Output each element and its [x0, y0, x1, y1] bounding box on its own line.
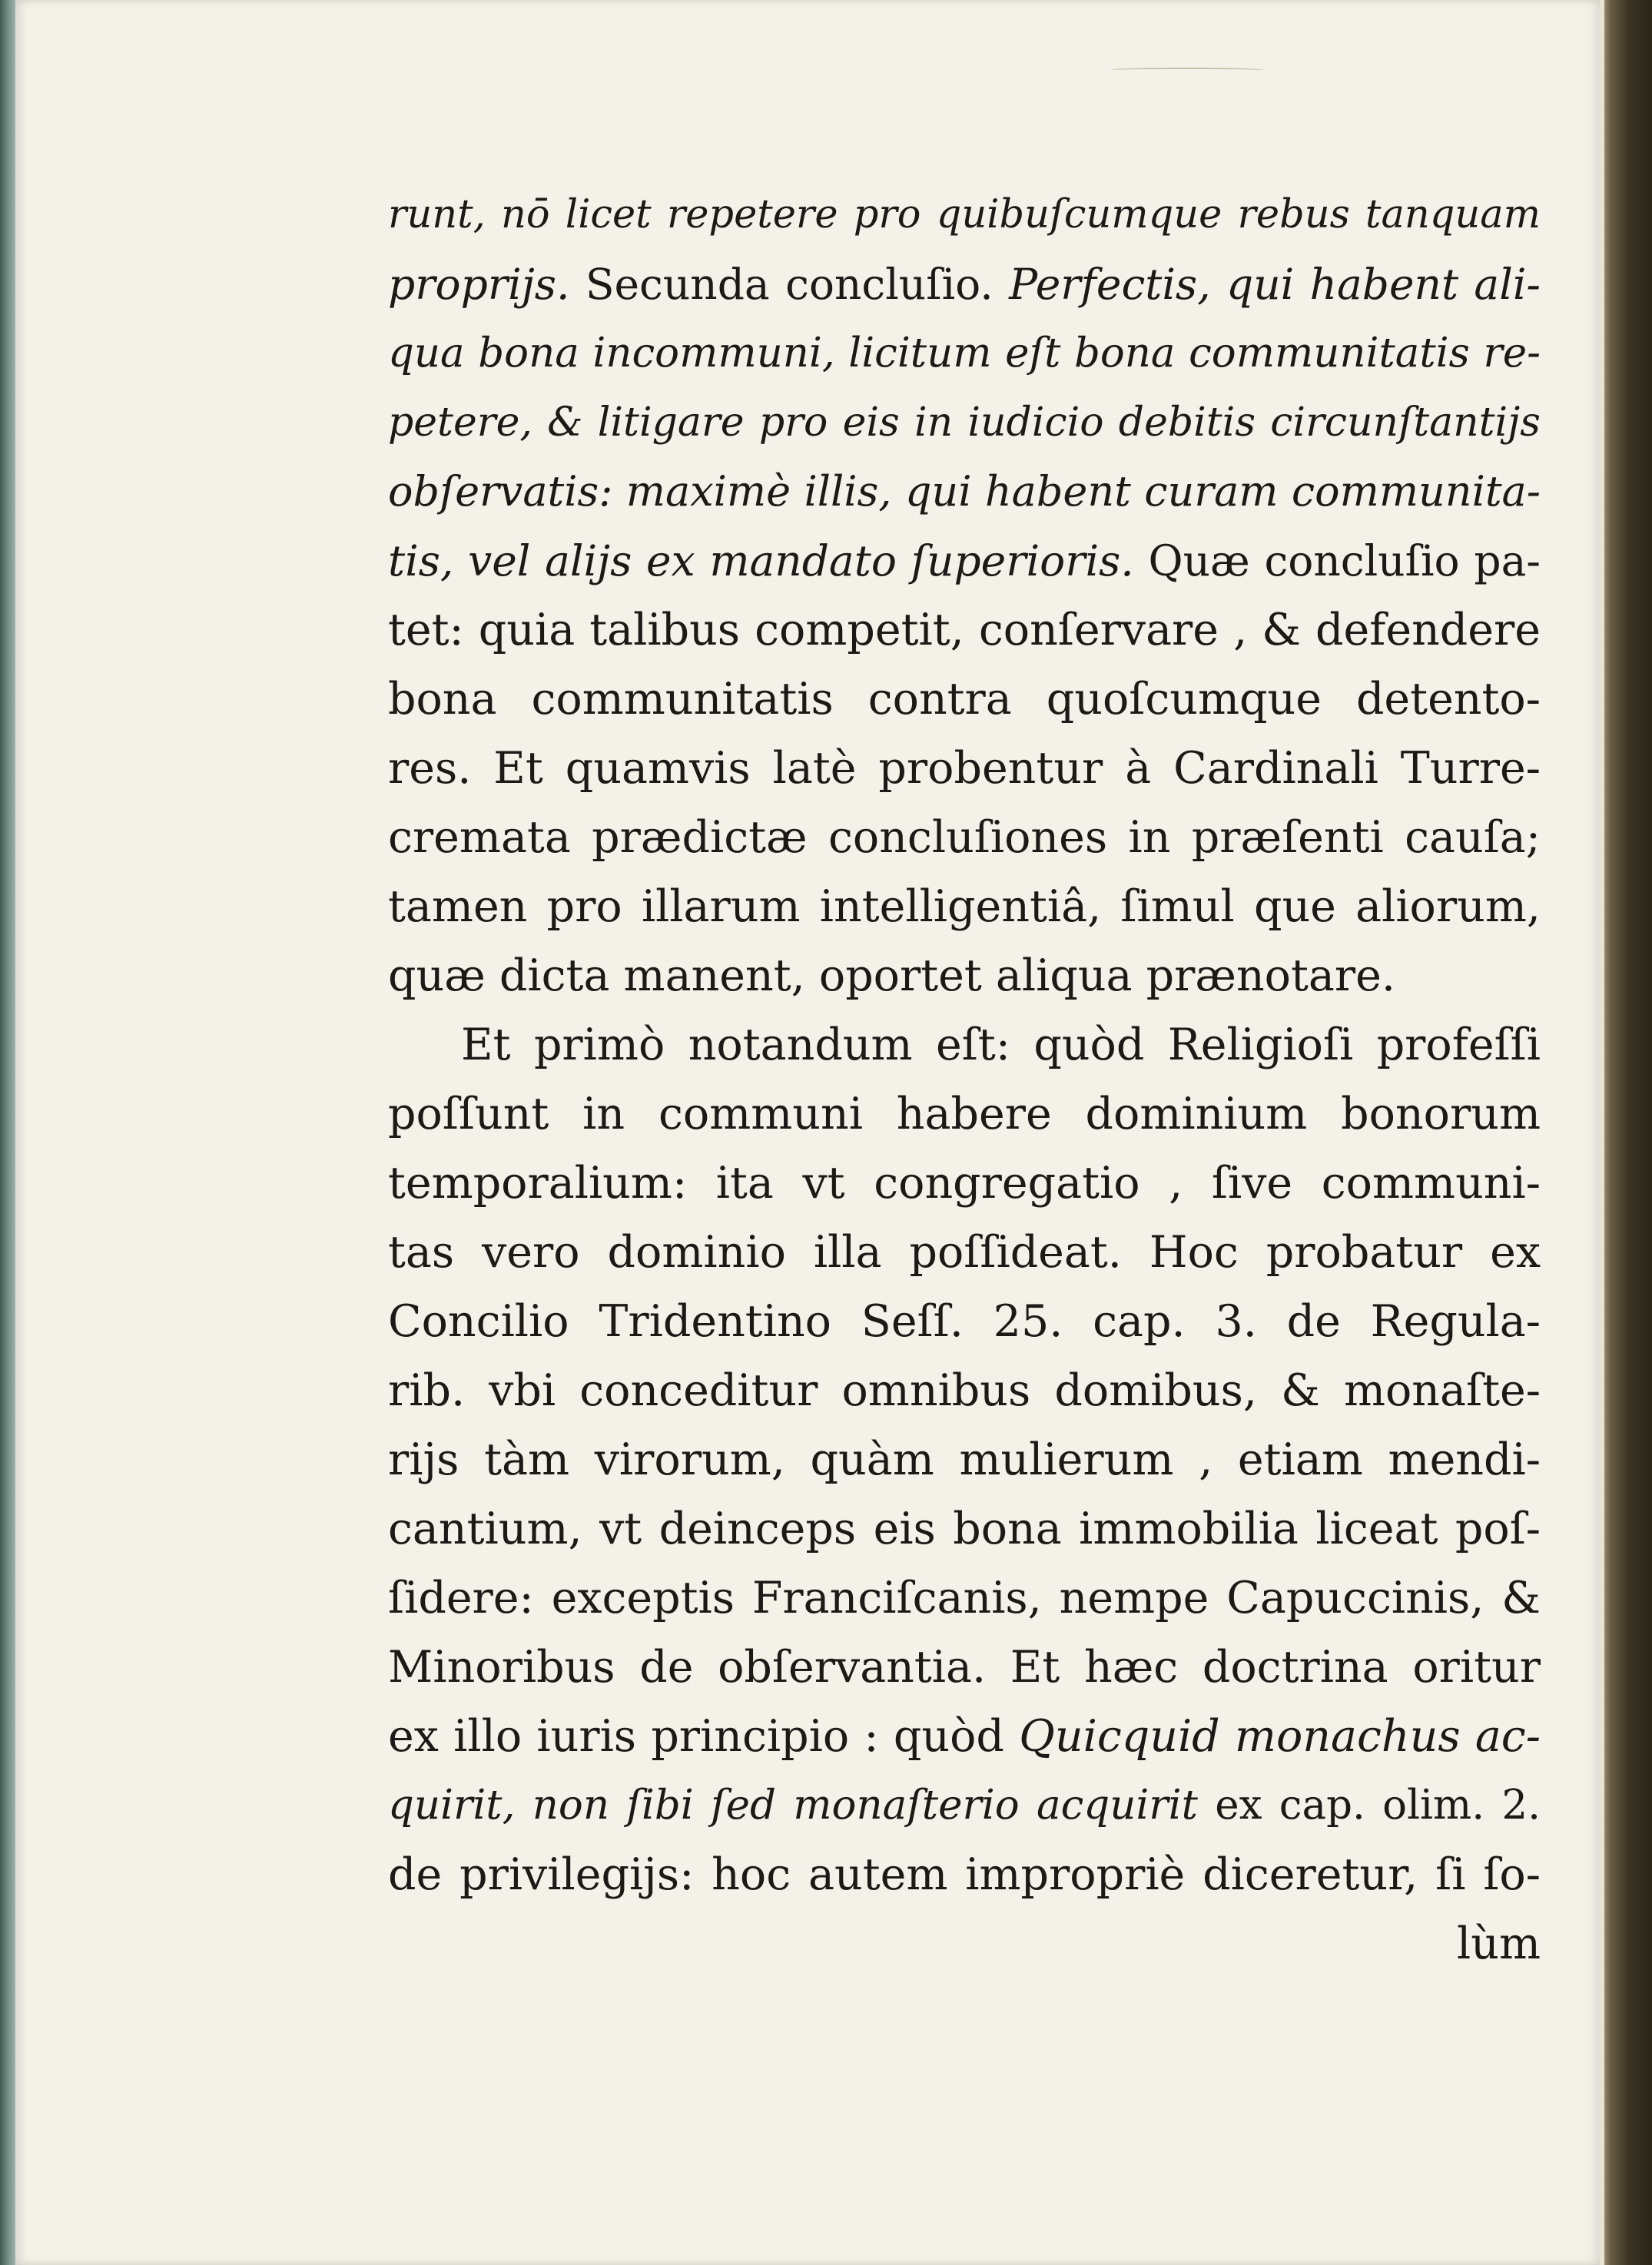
roman-text-segment: tamen pro illarum intelligentiâ, ſimul que aliorum,	[388, 881, 1541, 932]
roman-text-segment: cantium, vt deinceps eis bona immobilia liceat poſ-	[388, 1504, 1541, 1554]
roman-text-segment: ex cap. olim. 2.	[1197, 1782, 1541, 1829]
roman-text-segment: de privilegijs: hoc autem impropriè diceretur, ſi ſo-	[388, 1849, 1541, 1900]
text-line	[388, 1287, 1541, 1356]
text-line	[388, 1149, 1541, 1218]
text-line	[388, 1702, 1541, 1771]
italic-text-segment: petere, & litigare pro eis in iudicio debitis circunſtantijs	[388, 400, 1541, 446]
text-line	[388, 388, 1541, 457]
text-line	[388, 872, 1541, 941]
text-line	[388, 1564, 1541, 1633]
roman-text-segment: bona communitatis contra quoſcumque detento-	[388, 674, 1541, 725]
roman-text-segment: tet: quia talibus competit, conſervare , & defendere	[388, 605, 1541, 655]
text-line	[388, 941, 1541, 1010]
text-line	[388, 595, 1541, 665]
text-line	[388, 1909, 1541, 1978]
roman-text-segment: lùm	[1457, 1918, 1541, 1969]
roman-text-segment: temporalium: ita vt congregatio , ſive communi-	[388, 1158, 1541, 1209]
italic-text-segment: obſervatis: maximè illis, qui habent curam communita-	[388, 467, 1541, 516]
roman-text-segment: Concilio Tridentino Seſſ. 25. cap. 3. de Regula-	[388, 1296, 1541, 1347]
roman-text-segment: Quæ concluſio pa-	[1133, 536, 1541, 585]
paper-crease-mark	[1110, 68, 1264, 72]
italic-text-segment: quirit, non ſibi ſed monaſterio acquirit	[388, 1782, 1198, 1829]
roman-text-segment: ex illo iuris principio : quòd	[388, 1711, 1020, 1762]
roman-text-segment: rib. vbi conceditur omnibus domibus, & monaſte-	[388, 1365, 1541, 1416]
page-body-text	[388, 181, 1541, 1978]
text-line	[388, 181, 1541, 250]
italic-text-segment: qua bona incommuni, licitum eſt bona communitatis re-	[388, 330, 1541, 376]
text-line	[388, 319, 1541, 388]
text-line	[388, 1633, 1541, 1702]
left-book-edge	[0, 0, 15, 2265]
italic-text-segment: proprijs.	[388, 260, 570, 309]
roman-text-segment: quæ dicta manent, oportet aliqua prænotare.	[388, 950, 1395, 1001]
right-book-edge	[1600, 0, 1652, 2265]
text-line	[388, 1218, 1541, 1287]
italic-text-segment: runt, nō licet repetere pro quibuſcumque rebus tanquam	[388, 192, 1541, 237]
roman-text-segment: res. Et quamvis latè probentur à Cardinali Turre-	[388, 743, 1541, 794]
text-line	[388, 734, 1541, 803]
text-line	[388, 803, 1541, 872]
text-line	[388, 1494, 1541, 1564]
roman-text-segment: poſſunt in communi habere dominium bonorum	[388, 1089, 1541, 1139]
italic-text-segment: Perfectis, qui habent ali-	[1009, 260, 1541, 309]
text-line	[388, 665, 1541, 734]
text-line	[388, 457, 1541, 526]
text-line	[388, 250, 1541, 319]
text-line	[388, 1771, 1541, 1840]
roman-text-segment: ſidere: exceptis Franciſcanis, nempe Capuccinis, &	[388, 1573, 1541, 1623]
roman-text-segment: rijs tàm virorum, quàm mulierum , etiam mendi-	[388, 1434, 1541, 1485]
roman-text-segment: cremata prædictæ concluſiones in præſenti cauſa;	[388, 812, 1541, 863]
roman-text-segment: Secunda concluſio.	[569, 260, 1010, 309]
roman-text-segment: Et primò notandum eſt: quòd Religioſi profeſſi	[461, 1020, 1541, 1070]
text-line	[388, 1425, 1541, 1494]
text-line	[388, 1840, 1541, 1909]
roman-text-segment: tas vero dominio illa poſſideat. Hoc probatur ex	[388, 1227, 1541, 1278]
text-line	[388, 1079, 1541, 1149]
text-line	[388, 1356, 1541, 1425]
roman-text-segment: Minoribus de obſervantia. Et hæc doctrina oritur	[388, 1642, 1541, 1693]
italic-text-segment: Quicquid monachus ac-	[1019, 1711, 1541, 1762]
text-line	[388, 1010, 1541, 1079]
italic-text-segment: tis, vel alijs ex mandato ſuperioris.	[388, 536, 1134, 585]
text-line	[388, 526, 1541, 595]
